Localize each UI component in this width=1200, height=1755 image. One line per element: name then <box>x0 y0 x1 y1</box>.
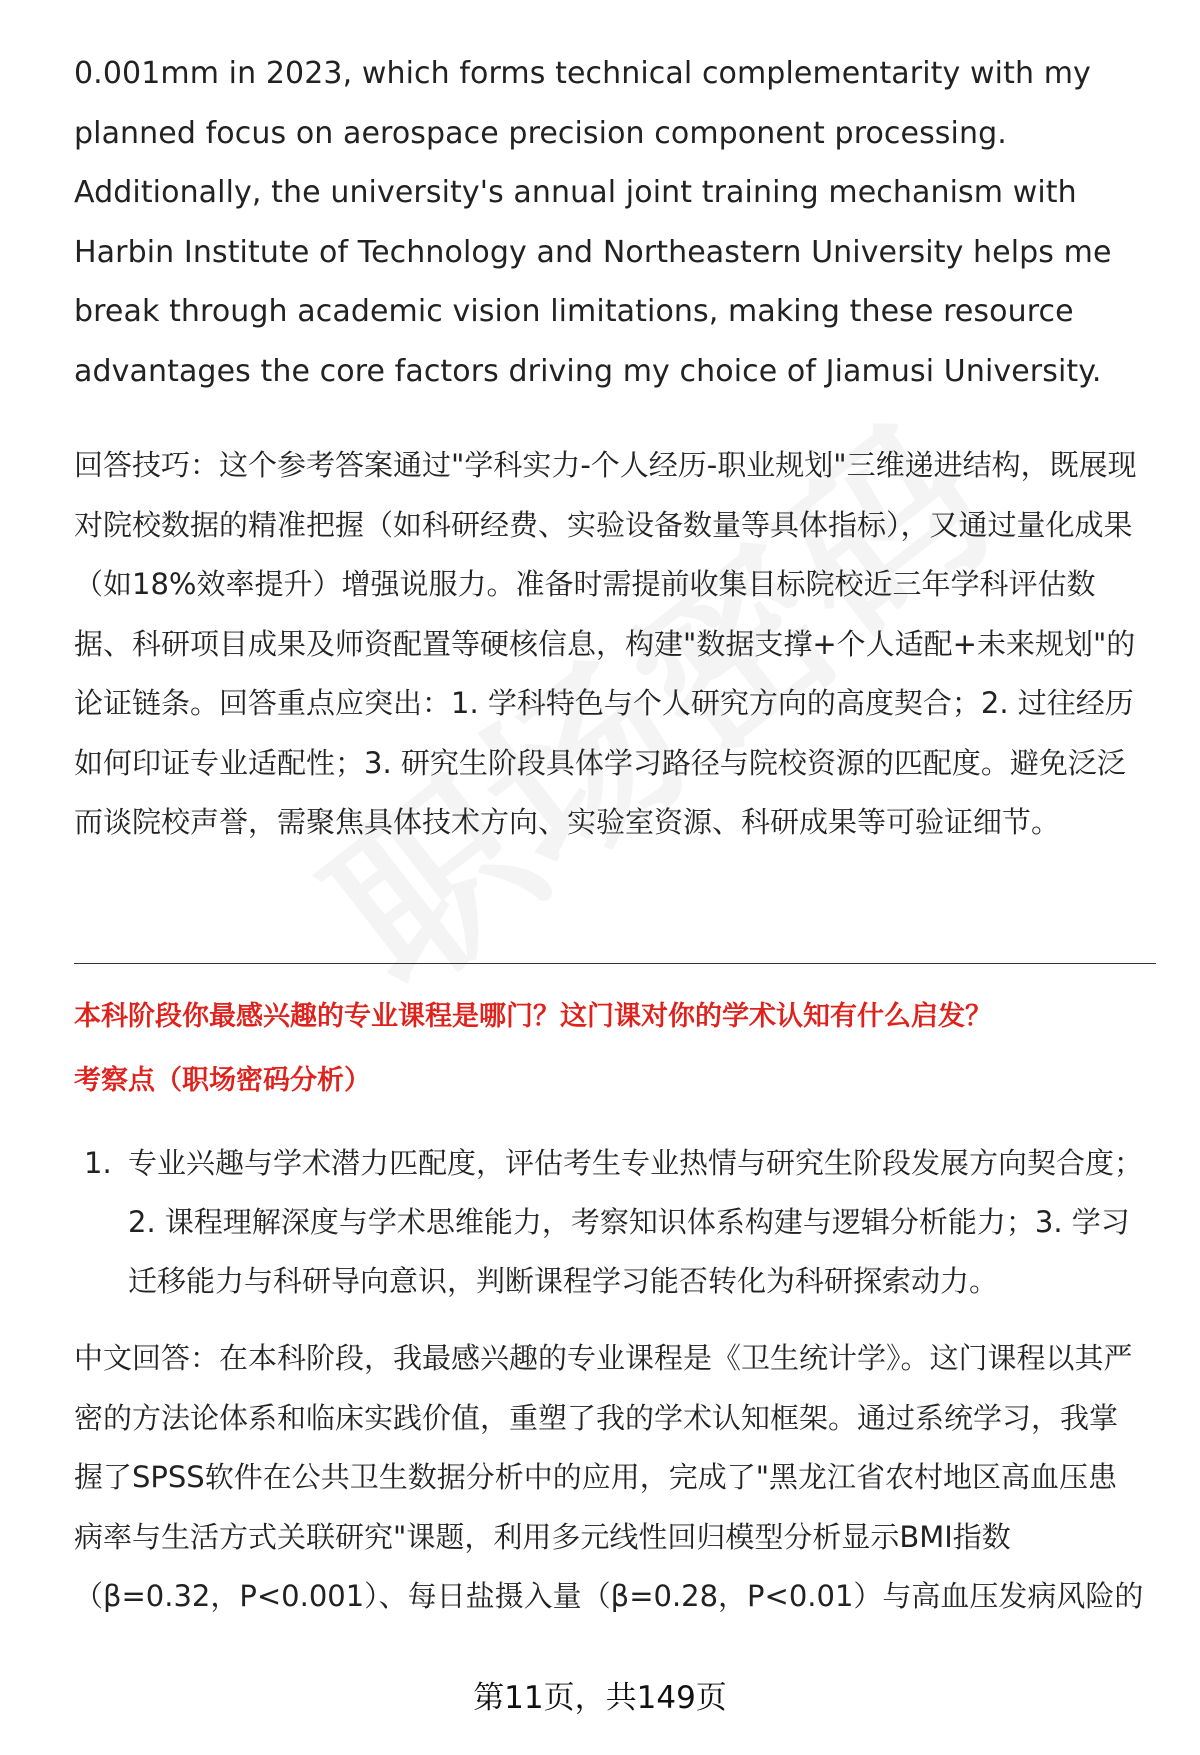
list-text: 专业兴趣与学术潜力匹配度，评估考生专业热情与研究生阶段发展方向契合度；2. 课程理解深度与学术思维能力，考察知识体系构建与逻辑分析能力；3. 学习迁移能力与科研导向意识，判断课程学习能否转化为科研探索动力。 <box>128 1146 1144 1298</box>
page-footer: 第11页，共149页 <box>473 1680 727 1716</box>
section-divider <box>74 963 1156 964</box>
list-number: 1. <box>84 1146 112 1180</box>
answer-tips-paragraph: 回答技巧：这个参考答案通过"学科实力-个人经历-职业规划"三维递进结构，既展现对院校数据的精准把握（如科研经费、实验设备数量等具体指标），又通过量化成果（如18%效率提升）增强说服力。准备时需提前收集目标院校近三年学科评估数据、科研项目成果及师资配置等硬核信息，构建"数据支撑+个人适配+未来规划"的论证链条。回答重点应突出：1. 学科特色与个人研究方向的高度契合；2. 过往经历如何印证专业适配性；3. 研究生阶段具体学习路径与院校资源的匹配度。避免泛泛而谈院校声誉，需聚焦具体技术方向、实验室资源、科研成果等可验证细节。 <box>74 448 1137 839</box>
chinese-answer-paragraph: 中文回答：在本科阶段，我最感兴趣的专业课程是《卫生统计学》。这门课程以其严密的方法论体系和临床实践价值，重塑了我的学术认知框架。通过系统学习，我掌握了SPSS软件在公共卫生数据分析中的应用，完成了"黑龙江省农村地区高血压患病率与生活方式关联研究"课题，利用多元线性回归模型分析显示BMI指数（β=0.32，P<0.001）、每日盐摄入量（β=0.28，P<0.01）与高血压发病风险的 <box>74 1341 1144 1613</box>
focus-heading: 考察点（职场密码分析） <box>74 1065 371 1096</box>
question-title: 本科阶段你最感兴趣的专业课程是哪门？这门课对你的学术认知有什么启发？ <box>74 1001 992 1032</box>
english-answer-paragraph: 0.001mm in 2023, which forms technical complementarity with my planned focus on aerospace precision component processing. Additionally, the university's annual joint training mechanism with Harbin Institute of Technology and Northeastern University helps me break through academic vision limitations, making these resource advantages the core factors driving my choice of Jiamusi University. <box>74 56 1112 389</box>
focus-list-item <box>84 1134 1150 1311</box>
